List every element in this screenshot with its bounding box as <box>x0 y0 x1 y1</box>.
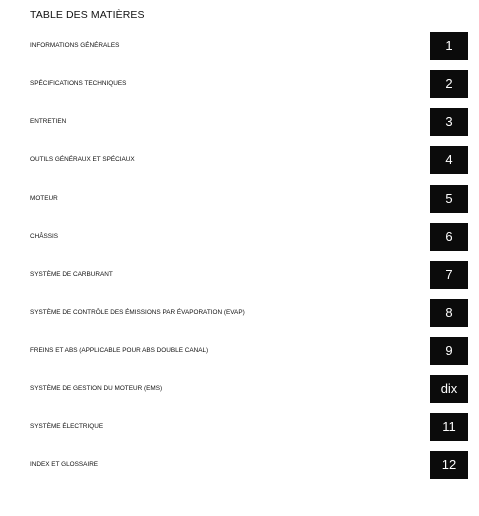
toc-entry-label: CHÂSSIS <box>30 233 59 240</box>
toc-entry[interactable] <box>30 108 468 136</box>
toc-entry-label-line <box>30 460 422 470</box>
toc-entry-label: SYSTÈME ÉLECTRIQUE <box>30 423 104 430</box>
toc-entry[interactable] <box>30 337 468 365</box>
chapter-number-tab[interactable]: 1 <box>430 32 468 60</box>
toc-entry[interactable] <box>30 146 468 174</box>
toc-entry-label-line <box>30 41 422 51</box>
toc-entry-label-line <box>30 194 422 204</box>
dot-leader <box>30 124 422 125</box>
toc-entry-label: INFORMATIONS GÉNÉRALES <box>30 42 120 49</box>
chapter-number-tab[interactable]: 7 <box>430 261 468 289</box>
toc-entry-label-line <box>30 308 422 318</box>
toc-entry-label: OUTILS GÉNÉRAUX ET SPÉCIAUX <box>30 156 135 163</box>
toc-entry-label-line <box>30 422 422 432</box>
toc-entry-label: SYSTÈME DE GESTION DU MOTEUR (EMS) <box>30 385 163 392</box>
chapter-number-tab[interactable]: 3 <box>430 108 468 136</box>
chapter-number-tab[interactable]: 12 <box>430 451 468 479</box>
toc-entry-label-line <box>30 155 422 165</box>
toc-entry[interactable] <box>30 375 468 403</box>
toc-entry-label-line <box>30 117 422 127</box>
dot-leader <box>30 201 422 202</box>
toc-entry[interactable] <box>30 70 468 98</box>
chapter-number-tab[interactable]: 6 <box>430 223 468 251</box>
toc-entry-label-line <box>30 79 422 89</box>
toc-entry-label-line <box>30 384 422 394</box>
chapter-number-tab[interactable]: 2 <box>430 70 468 98</box>
toc-entry[interactable] <box>30 32 468 60</box>
chapter-number-tab[interactable]: 5 <box>430 185 468 213</box>
chapter-number-tab[interactable]: 11 <box>430 413 468 441</box>
toc-entry-label: INDEX ET GLOSSAIRE <box>30 461 99 468</box>
toc-entry[interactable] <box>30 299 468 327</box>
toc-entry[interactable] <box>30 223 468 251</box>
chapter-number-tab[interactable]: dix <box>430 375 468 403</box>
toc-entry-label: SYSTÈME DE CONTRÔLE DES ÉMISSIONS PAR ÉVAPORATION (EVAP) <box>30 309 245 316</box>
toc-entry-label: FREINS ET ABS (APPLICABLE POUR ABS DOUBLE CANAL) <box>30 347 209 354</box>
toc-entry[interactable] <box>30 413 468 441</box>
toc-entry-label-line <box>30 270 422 280</box>
toc-entry[interactable] <box>30 185 468 213</box>
toc-entry-label-line <box>30 232 422 242</box>
chapter-number-tab[interactable]: 8 <box>430 299 468 327</box>
toc-entry[interactable] <box>30 261 468 289</box>
dot-leader <box>30 239 422 240</box>
toc-entry-label-line <box>30 346 422 356</box>
toc-entry-label: SPÉCIFICATIONS TECHNIQUES <box>30 80 127 87</box>
page-title: TABLE DES MATIÈRES <box>30 9 145 21</box>
toc-entry-label: ENTRETIEN <box>30 118 67 125</box>
chapter-number-tab[interactable]: 4 <box>430 146 468 174</box>
toc-entry-label: MOTEUR <box>30 195 58 202</box>
toc-entry-label: SYSTÈME DE CARBURANT <box>30 271 113 278</box>
chapter-number-tab[interactable]: 9 <box>430 337 468 365</box>
toc-entry[interactable] <box>30 451 468 479</box>
